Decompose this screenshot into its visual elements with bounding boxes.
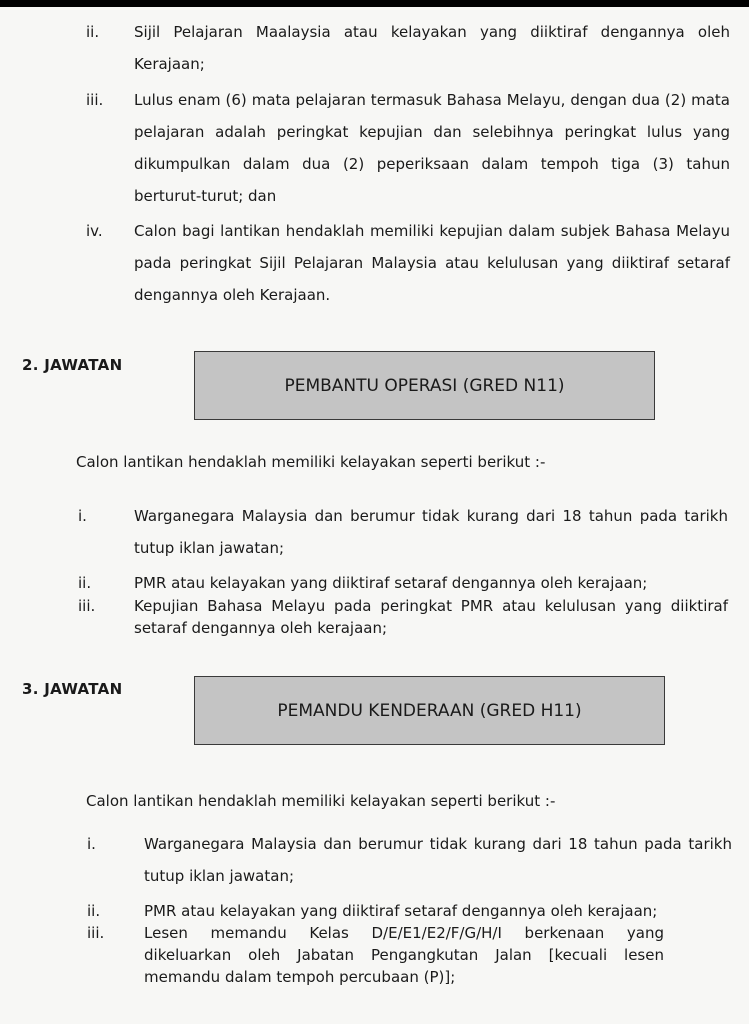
item-number: ii.	[87, 902, 101, 920]
section-1-list	[86, 0, 736, 330]
item-text: Kepujian Bahasa Melayu pada peringkat PMR atau kelulusan yang diiktiraf setaraf dengannya oleh kerajaan;	[134, 597, 728, 637]
list-item	[87, 900, 742, 922]
section-2-title-box: PEMBANTU OPERASI (GRED N11)	[194, 351, 655, 420]
list-item	[87, 922, 742, 988]
item-text: PMR atau kelayakan yang diiktiraf setaraf dengannya oleh kerajaan;	[134, 574, 648, 592]
section-3-label: 3. JAWATAN	[22, 680, 123, 698]
item-number: ii.	[78, 574, 92, 592]
item-text: PMR atau kelayakan yang diiktiraf setaraf dengannya oleh kerajaan;	[144, 902, 658, 920]
item-text: Lulus enam (6) mata pelajaran termasuk Bahasa Melayu, dengan dua (2) mata pelajaran adalah peringkat kepujian dan selebihnya peringkat lulus yang dikumpulkan dalam dua (2) peperiksaan dalam tempoh tiga (3) tahun berturut-turut; dan	[134, 91, 730, 205]
item-number: i.	[87, 835, 96, 853]
item-number: ii.	[86, 23, 100, 41]
list-item	[78, 500, 738, 564]
list-item	[86, 16, 736, 80]
item-number: iv.	[86, 222, 103, 240]
item-number: iii.	[86, 91, 104, 109]
section-2-label: 2. JAWATAN	[22, 356, 123, 374]
list-item	[78, 595, 738, 639]
item-text: Warganegara Malaysia dan berumur tidak kurang dari 18 tahun pada tarikh tutup iklan jawatan;	[144, 835, 732, 885]
item-number: iii.	[78, 597, 96, 615]
list-item	[86, 215, 736, 311]
item-text: Lesen memandu Kelas D/E/E1/E2/F/G/H/I berkenaan yang dikeluarkan oleh Jabatan Pengangkutan Jalan [kecuali lesen memandu dalam tempoh percubaan (P)];	[144, 924, 664, 986]
item-text: Sijil Pelajaran Maalaysia atau kelayakan yang diiktiraf dengannya oleh Kerajaan;	[134, 23, 730, 73]
item-text: Calon bagi lantikan hendaklah memiliki kepujian dalam subjek Bahasa Melayu pada peringkat Sijil Pelajaran Malaysia atau kelulusan yang diiktiraf setaraf dengannya oleh Kerajaan.	[134, 222, 730, 304]
section-3-title-box: PEMANDU KENDERAAN (GRED H11)	[194, 676, 665, 745]
item-text: Warganegara Malaysia dan berumur tidak kurang dari 18 tahun pada tarikh tutup iklan jawatan;	[134, 507, 728, 557]
item-number: i.	[78, 507, 87, 525]
item-number: iii.	[87, 924, 105, 942]
list-item	[86, 84, 736, 212]
section-2-intro: Calon lantikan hendaklah memiliki kelayakan seperti berikut :-	[76, 453, 546, 471]
list-item	[87, 828, 742, 892]
list-item	[78, 572, 738, 594]
section-2-list	[78, 500, 738, 650]
section-3-intro: Calon lantikan hendaklah memiliki kelayakan seperti berikut :-	[86, 792, 556, 810]
section-3-list	[87, 828, 742, 1018]
